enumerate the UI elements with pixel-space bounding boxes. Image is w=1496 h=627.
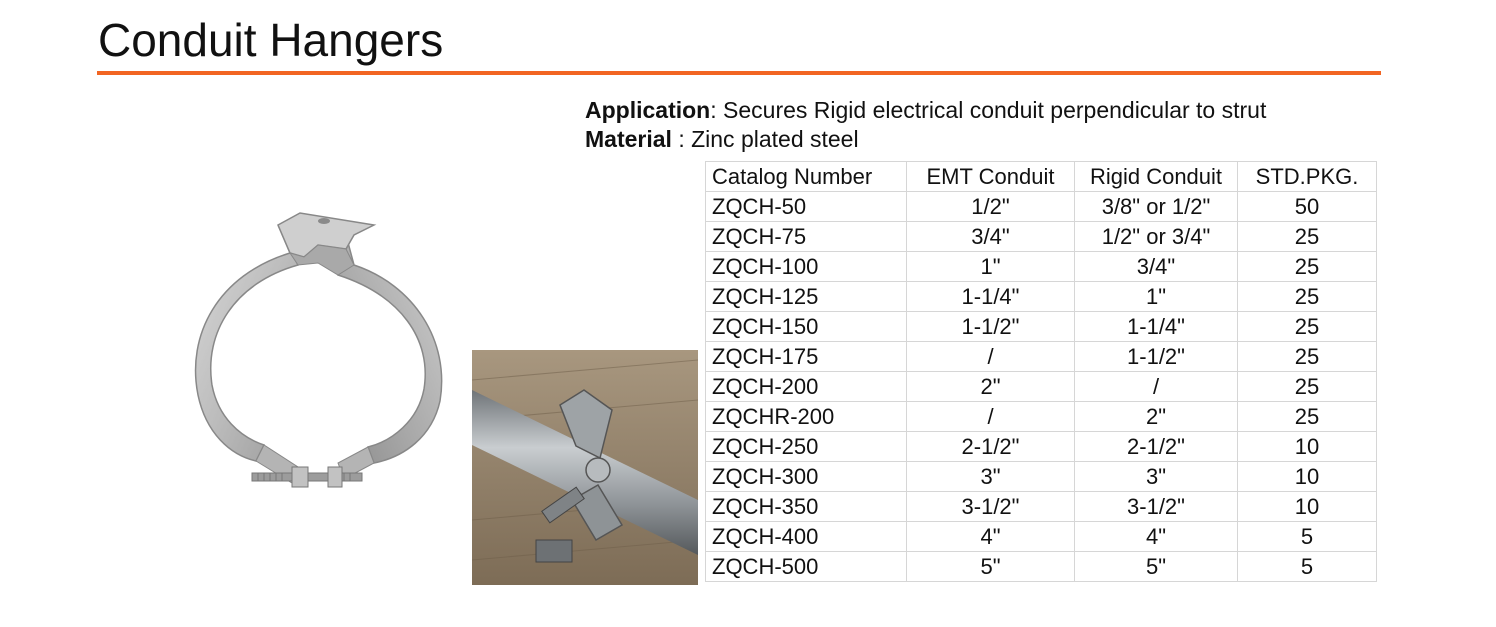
emt-conduit-cell: 2" bbox=[907, 372, 1075, 402]
std-pkg-cell: 25 bbox=[1238, 342, 1377, 372]
table-row bbox=[706, 282, 1377, 312]
catalog-number-cell: ZQCHR-200 bbox=[706, 402, 907, 432]
rigid-conduit-cell: 2-1/2" bbox=[1075, 432, 1238, 462]
std-pkg-cell: 25 bbox=[1238, 252, 1377, 282]
rigid-conduit-cell: 1-1/2" bbox=[1075, 342, 1238, 372]
std-pkg-cell: 25 bbox=[1238, 402, 1377, 432]
rigid-conduit-cell: 1/2" or 3/4" bbox=[1075, 222, 1238, 252]
catalog-number-cell: ZQCH-50 bbox=[706, 192, 907, 222]
table-row bbox=[706, 222, 1377, 252]
catalog-number-cell: ZQCH-200 bbox=[706, 372, 907, 402]
std-pkg-cell: 50 bbox=[1238, 192, 1377, 222]
installation-photo bbox=[472, 350, 698, 585]
catalog-number-cell: ZQCH-350 bbox=[706, 492, 907, 522]
emt-conduit-cell: 5" bbox=[907, 552, 1075, 582]
catalog-number-cell: ZQCH-400 bbox=[706, 522, 907, 552]
emt-conduit-cell: 3-1/2" bbox=[907, 492, 1075, 522]
emt-conduit-cell: 2-1/2" bbox=[907, 432, 1075, 462]
std-pkg-cell: 25 bbox=[1238, 312, 1377, 342]
table-row bbox=[706, 432, 1377, 462]
rigid-conduit-cell: / bbox=[1075, 372, 1238, 402]
std-pkg-cell: 25 bbox=[1238, 282, 1377, 312]
rigid-conduit-cell: 3" bbox=[1075, 462, 1238, 492]
catalog-number-cell: ZQCH-150 bbox=[706, 312, 907, 342]
catalog-number-cell: ZQCH-75 bbox=[706, 222, 907, 252]
table-row bbox=[706, 462, 1377, 492]
spec-table bbox=[705, 161, 1377, 582]
emt-conduit-cell: / bbox=[907, 402, 1075, 432]
catalog-number-cell: ZQCH-250 bbox=[706, 432, 907, 462]
emt-conduit-cell: 1-1/4" bbox=[907, 282, 1075, 312]
std-pkg-cell: 25 bbox=[1238, 372, 1377, 402]
catalog-number-cell: ZQCH-500 bbox=[706, 552, 907, 582]
table-row bbox=[706, 372, 1377, 402]
product-description bbox=[585, 96, 1266, 154]
std-pkg-cell: 5 bbox=[1238, 552, 1377, 582]
std-pkg-cell: 10 bbox=[1238, 462, 1377, 492]
application-text: : Secures Rigid electrical conduit perpendicular to strut bbox=[710, 97, 1267, 123]
emt-conduit-cell: / bbox=[907, 342, 1075, 372]
material-line bbox=[585, 125, 1266, 154]
header-emt-conduit: EMT Conduit bbox=[907, 162, 1075, 192]
table-row bbox=[706, 192, 1377, 222]
std-pkg-cell: 5 bbox=[1238, 522, 1377, 552]
rigid-conduit-cell: 1" bbox=[1075, 282, 1238, 312]
emt-conduit-cell: 3" bbox=[907, 462, 1075, 492]
std-pkg-cell: 25 bbox=[1238, 222, 1377, 252]
application-line bbox=[585, 96, 1266, 125]
header-catalog-number: Catalog Number bbox=[706, 162, 907, 192]
rigid-conduit-cell: 1-1/4" bbox=[1075, 312, 1238, 342]
conduit-hanger-image bbox=[178, 205, 468, 497]
emt-conduit-cell: 4" bbox=[907, 522, 1075, 552]
catalog-number-cell: ZQCH-300 bbox=[706, 462, 907, 492]
rigid-conduit-cell: 3/4" bbox=[1075, 252, 1238, 282]
catalog-number-cell: ZQCH-125 bbox=[706, 282, 907, 312]
page-title: Conduit Hangers bbox=[98, 14, 444, 66]
rigid-conduit-cell: 3-1/2" bbox=[1075, 492, 1238, 522]
application-label: Application bbox=[585, 97, 711, 123]
table-row bbox=[706, 522, 1377, 552]
material-label: Material bbox=[585, 126, 672, 152]
catalog-number-cell: ZQCH-175 bbox=[706, 342, 907, 372]
header-rigid-conduit: Rigid Conduit bbox=[1075, 162, 1238, 192]
catalog-number-cell: ZQCH-100 bbox=[706, 252, 907, 282]
title-divider bbox=[97, 71, 1381, 75]
table-row bbox=[706, 492, 1377, 522]
header-std-pkg: STD.PKG. bbox=[1238, 162, 1377, 192]
rigid-conduit-cell: 5" bbox=[1075, 552, 1238, 582]
emt-conduit-cell: 1/2" bbox=[907, 192, 1075, 222]
table-row bbox=[706, 312, 1377, 342]
table-row bbox=[706, 342, 1377, 372]
rigid-conduit-cell: 3/8" or 1/2" bbox=[1075, 192, 1238, 222]
rigid-conduit-cell: 4" bbox=[1075, 522, 1238, 552]
emt-conduit-cell: 3/4" bbox=[907, 222, 1075, 252]
material-text: : Zinc plated steel bbox=[671, 126, 859, 152]
std-pkg-cell: 10 bbox=[1238, 432, 1377, 462]
table-header-row bbox=[706, 162, 1377, 192]
table-body bbox=[706, 192, 1377, 582]
table-row bbox=[706, 402, 1377, 432]
emt-conduit-cell: 1-1/2" bbox=[907, 312, 1075, 342]
std-pkg-cell: 10 bbox=[1238, 492, 1377, 522]
rigid-conduit-cell: 2" bbox=[1075, 402, 1238, 432]
table-row bbox=[706, 252, 1377, 282]
emt-conduit-cell: 1" bbox=[907, 252, 1075, 282]
table-row bbox=[706, 552, 1377, 582]
